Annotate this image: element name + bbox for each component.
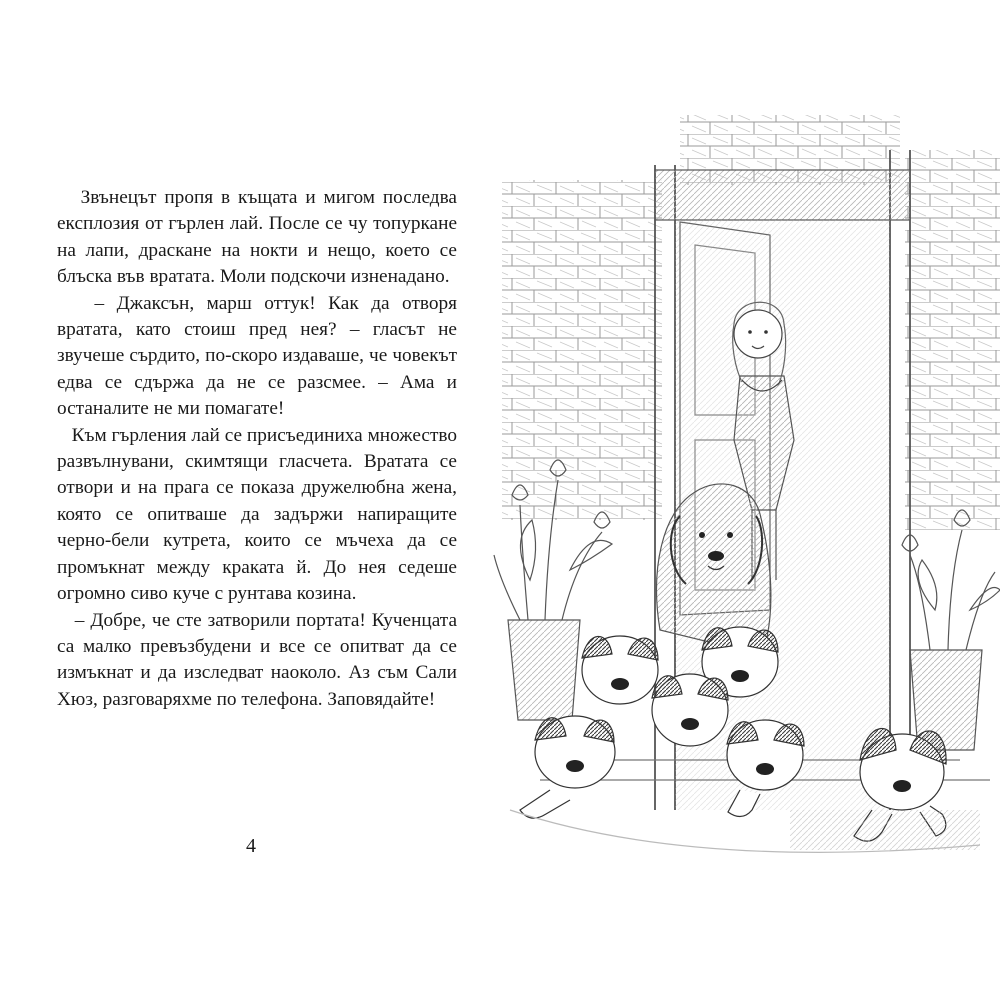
pencil-sketch-illustration-icon — [490, 110, 1000, 880]
paragraph-1: Звънецът пропя в къщата и мигом последва експлозия от гърлен лай. После се чу топуркане на лапи, драскане на нокти и нещо, което се блъска във вратата. Моли подскочи изненадано. — [57, 187, 457, 288]
paragraph-4: – Добре, че сте затворили портата! Кученцата са малко превъзбудени и все се опитват да се измъкнат и да изследват наоколо. Аз съм Сали Хюз, разговаряхме по телефона. Заповядайте! — [57, 609, 457, 710]
page-number: 4 — [246, 835, 256, 857]
paragraph-3: Към гърления лай се присъединиха множество развълнувани, скимтящи гласчета. Вратата се отвори и на прага се показа дружелюбна жена, която се опитваше да задържи напиращите черно-бели кутрета, които се мъчеха да се промъкнат между краката й. До нея седеше огромно сиво куче с рунтава козина. — [57, 424, 457, 605]
paragraph-2: – Джаксън, марш оттук! Как да отворя вратата, като стоиш пред нея? – гласът не звучеше сърдито, по-скоро издаваше, че човекът едва се сдържа да не се разсмее. – Ама и останалите не ми помагате! — [57, 292, 457, 420]
story-text — [57, 185, 457, 713]
